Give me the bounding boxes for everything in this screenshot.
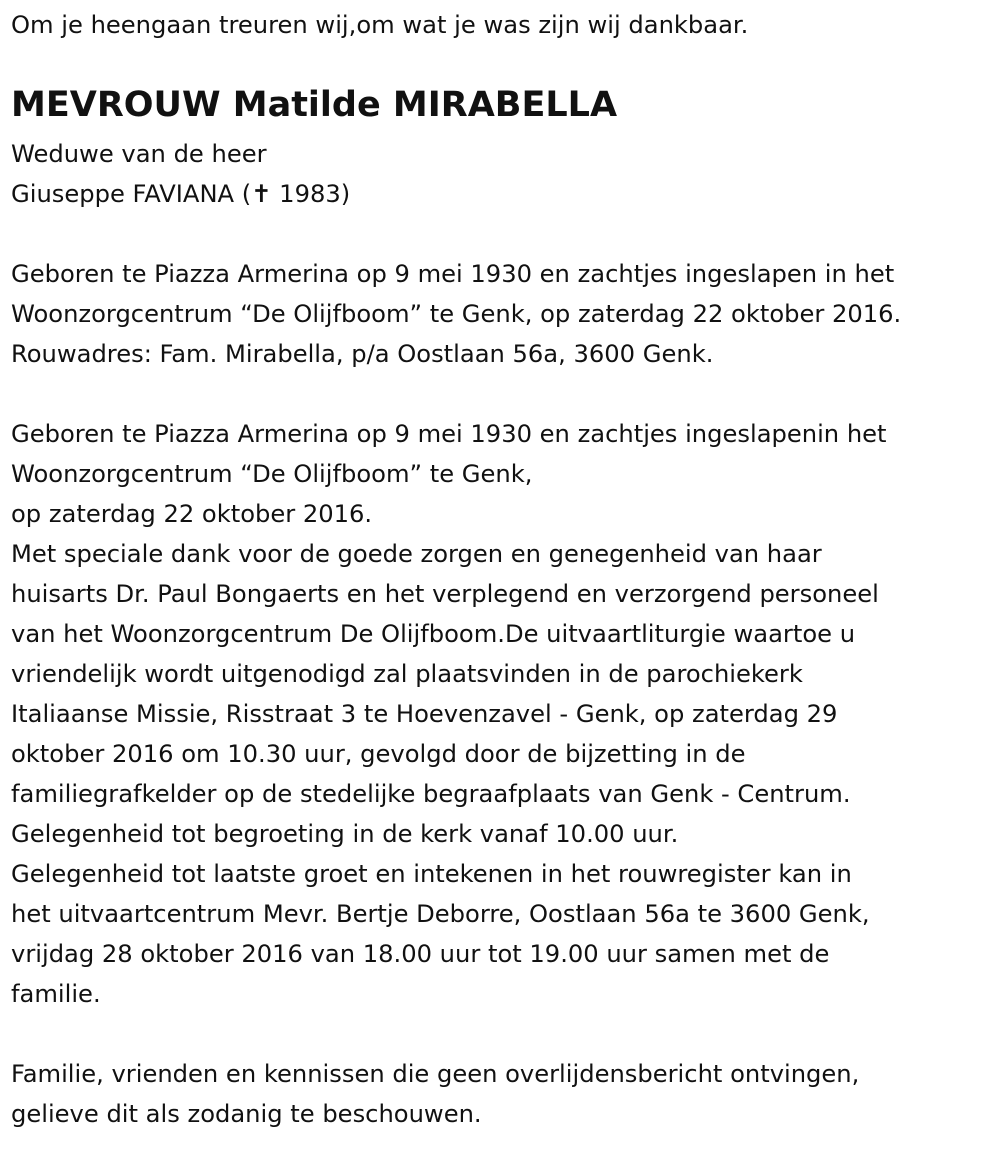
- main-text-line: oktober 2016 om 10.30 uur, gevolgd door de bijzetting in de: [11, 740, 746, 768]
- main-text-line: vrijdag 28 oktober 2016 van 18.00 uur tot 19.00 uur samen met de: [11, 940, 830, 968]
- birth-line: Geboren te Piazza Armerina op 9 mei 1930 en zachtjes ingeslapen in het: [11, 260, 895, 288]
- birth-line: Woonzorgcentrum “De Olijfboom” te Genk, op zaterdag 22 oktober 2016.: [11, 300, 902, 328]
- widow-line: Giuseppe FAVIANA (✝ 1983): [11, 180, 351, 208]
- main-text-line: Gelegenheid tot begroeting in de kerk vanaf 10.00 uur.: [11, 820, 679, 848]
- main-text-line: Geboren te Piazza Armerina op 9 mei 1930 en zachtjes ingeslapenin het: [11, 420, 887, 448]
- closing-line: Familie, vrienden en kennissen die geen overlijdensbericht ontvingen,: [11, 1060, 860, 1088]
- main-text-line: Met speciale dank voor de goede zorgen en genegenheid van haar: [11, 540, 822, 568]
- main-text-line: Gelegenheid tot laatste groet en intekenen in het rouwregister kan in: [11, 860, 852, 888]
- deceased-name: MEVROUW Matilde MIRABELLA: [11, 85, 618, 125]
- main-text-line: Italiaanse Missie, Risstraat 3 te Hoevenzavel - Genk, op zaterdag 29: [11, 700, 838, 728]
- main-text-line: het uitvaartcentrum Mevr. Bertje Deborre, Oostlaan 56a te 3600 Genk,: [11, 900, 870, 928]
- mourning-address-line: Rouwadres: Fam. Mirabella, p/a Oostlaan 56a, 3600 Genk.: [11, 340, 714, 368]
- main-text-line: vriendelijk wordt uitgenodigd zal plaatsvinden in de parochiekerk: [11, 660, 803, 688]
- motto-line: Om je heengaan treuren wij,om wat je was zijn wij dankbaar.: [11, 11, 749, 39]
- main-text-line: op zaterdag 22 oktober 2016.: [11, 500, 373, 528]
- main-text-line: van het Woonzorgcentrum De Olijfboom.De uitvaartliturgie waartoe u: [11, 620, 856, 648]
- closing-line: gelieve dit als zodanig te beschouwen.: [11, 1100, 482, 1128]
- main-text-line: Woonzorgcentrum “De Olijfboom” te Genk,: [11, 460, 533, 488]
- widow-line: Weduwe van de heer: [11, 140, 267, 168]
- main-text-line: huisarts Dr. Paul Bongaerts en het verplegend en verzorgend personeel: [11, 580, 879, 608]
- main-text-line: familiegrafkelder op de stedelijke begraafplaats van Genk - Centrum.: [11, 780, 851, 808]
- main-text-line: familie.: [11, 980, 101, 1008]
